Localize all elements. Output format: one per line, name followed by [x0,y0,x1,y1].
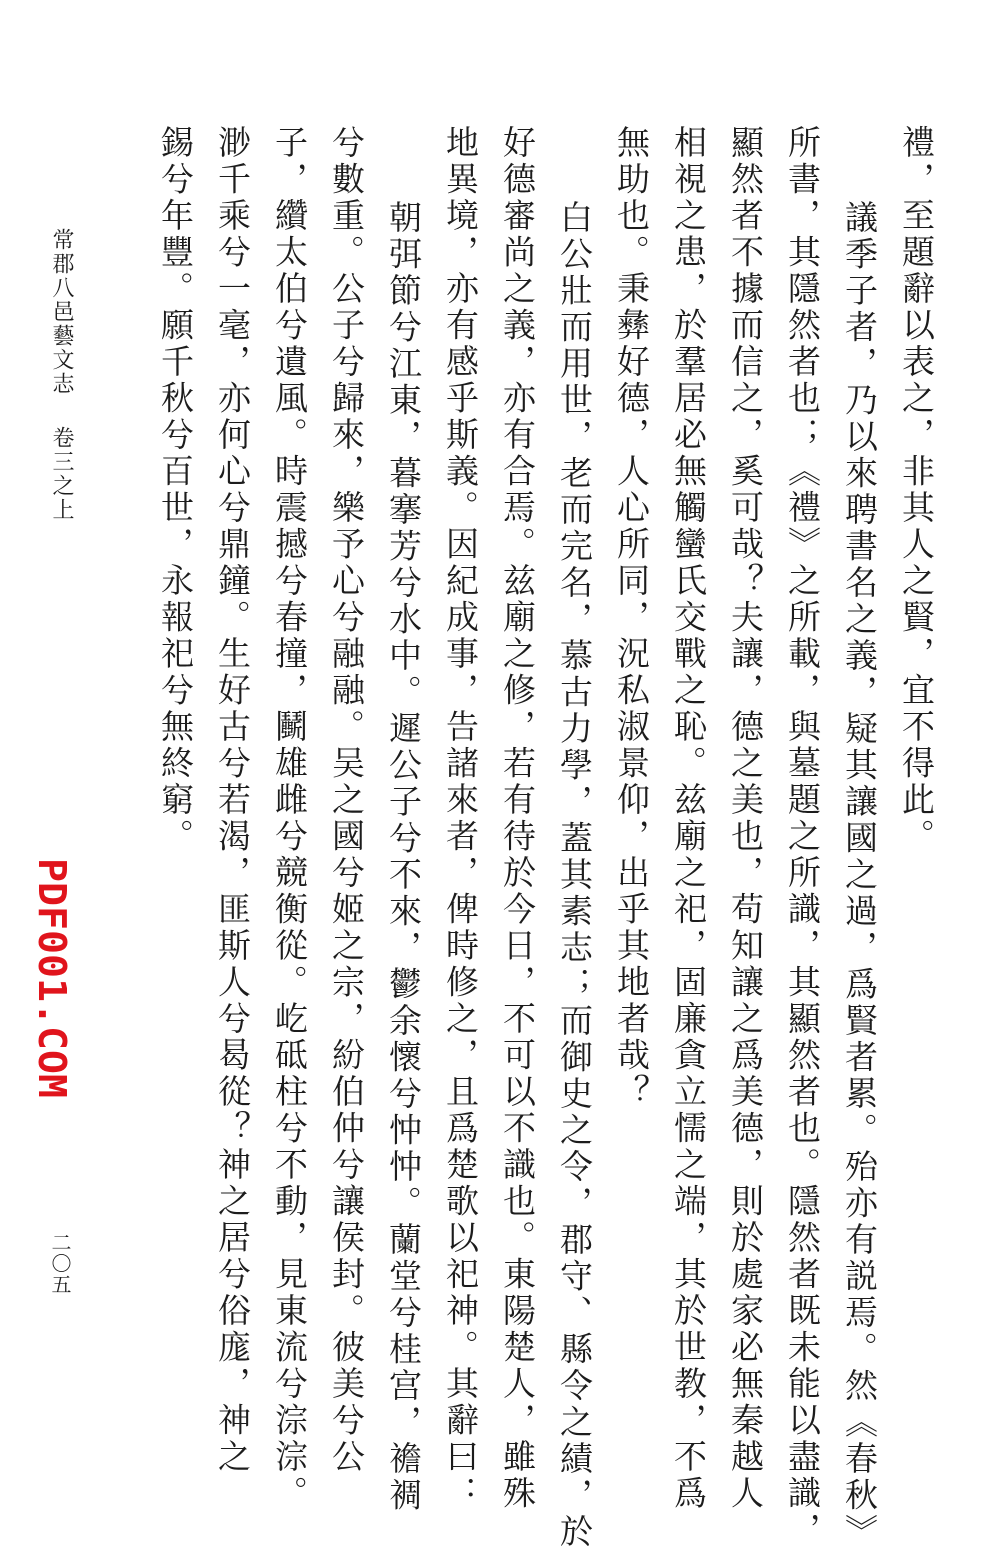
running-head [46,228,77,522]
watermark-text: PDF001.COM [30,858,74,1087]
text-column-9: 地異境，亦有感乎斯義。因紀成事，告諸來者，俾時修之，且爲楚歌以祀神。其辭曰： [441,125,480,1512]
text-column-4: 顯然者不據而信之，奚可哉？夫讓，德之美也，苟知讓之爲美德，則於處家必無秦越人 [726,125,765,1512]
text-column-8: 好德審尚之義，亦有合焉。兹廟之修，若有待於今日，不可以不識也。東陽楚人，雖殊 [498,125,537,1512]
text-column-7: 白公壯而用世，老而完名，慕古力學，蓋其素志；而御史之令，郡守、縣令之績，於 [555,200,594,1551]
text-column-6: 無助也。秉彝好德，人心所同，況私淑景仰，出乎其地者哉？ [612,125,651,1111]
text-column-3: 所書，其隱然者也；《禮》之所載，與墓題之所識，其顯然者也。隱然者既未能以盡識， [783,125,822,1549]
text-column-14: 錫兮年豐。願千秋兮百世，永報祀兮無終窮。 [156,125,195,855]
text-column-5: 相視之患，於羣居必無觸蠻氏交戰之恥。兹廟之祀，固廉貪立懦之端，其於世教，不爲 [669,125,708,1512]
watermark [6,856,74,1101]
text-column-10: 朝弭節兮江東，暮搴芳兮水中。遲公子兮不來，鬱余懷兮忡忡。蘭堂兮桂宫，襜裯 [384,200,423,1514]
text-column-12: 子，纘太伯兮遺風。時震撼兮春撞，鬭雄雌兮競衡從。屹砥柱兮不動，見東流兮淙淙。 [270,125,309,1512]
running-head-title: 常郡八邑藝文志 [49,228,74,396]
text-column-11: 兮數重。公子兮歸來，樂予心兮融融。吴之國兮姬之宗，紛伯仲兮讓侯封。彼美兮公 [327,125,366,1476]
text-column-1: 禮，至題辭以表之，非其人之賢，宜不得此。 [897,125,936,855]
page-number: 二〇五 [48,1232,72,1295]
running-head-volume: 卷三之上 [49,426,74,522]
text-column-2: 議季子者，乃以來聘書名之義，疑其讓國之過，爲賢者累。殆亦有説焉。然《春秋》 [840,200,879,1551]
text-column-13: 渺千乘兮一毫，亦何心兮鼎鐘。生好古兮若渴，匪斯人兮曷從？神之居兮俗庬，神之 [213,125,252,1476]
